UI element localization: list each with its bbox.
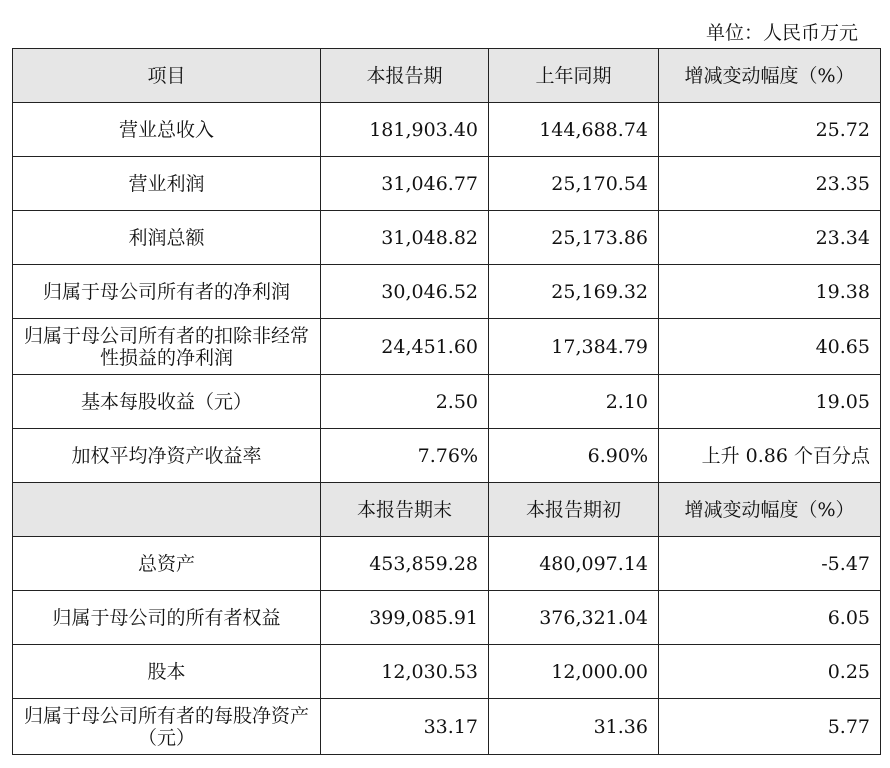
table-row — [13, 265, 881, 319]
row-current-value: 12,030.53 — [321, 645, 489, 699]
row-current-value: 453,859.28 — [321, 537, 489, 591]
row-change-value: 上升 0.86 个百分点 — [659, 429, 881, 483]
row-label: 利润总额 — [13, 211, 321, 265]
row-previous-value: 2.10 — [489, 375, 659, 429]
row-current-value: 30,046.52 — [321, 265, 489, 319]
row-label: 归属于母公司所有者的每股净资产（元） — [13, 699, 321, 755]
row-change-value: 6.05 — [659, 591, 881, 645]
row-previous-value: 25,173.86 — [489, 211, 659, 265]
table-header-row — [13, 49, 881, 103]
row-label: 营业利润 — [13, 157, 321, 211]
row-change-value: -5.47 — [659, 537, 881, 591]
row-label: 总资产 — [13, 537, 321, 591]
row-change-value: 5.77 — [659, 699, 881, 755]
subheader-item — [13, 483, 321, 537]
row-previous-value: 144,688.74 — [489, 103, 659, 157]
row-current-value: 2.50 — [321, 375, 489, 429]
table-row — [13, 157, 881, 211]
row-current-value: 181,903.40 — [321, 103, 489, 157]
row-current-value: 399,085.91 — [321, 591, 489, 645]
row-current-value: 7.76% — [321, 429, 489, 483]
table-row — [13, 211, 881, 265]
row-previous-value: 25,170.54 — [489, 157, 659, 211]
row-change-value: 23.34 — [659, 211, 881, 265]
row-change-value: 40.65 — [659, 319, 881, 375]
row-previous-value: 25,169.32 — [489, 265, 659, 319]
header-current-period: 本报告期 — [321, 49, 489, 103]
subheader-period-end: 本报告期末 — [321, 483, 489, 537]
subheader-change-rate: 增减变动幅度（%） — [659, 483, 881, 537]
row-previous-value: 31.36 — [489, 699, 659, 755]
row-change-value: 0.25 — [659, 645, 881, 699]
financial-summary-table — [12, 48, 881, 755]
row-previous-value: 376,321.04 — [489, 591, 659, 645]
row-previous-value: 17,384.79 — [489, 319, 659, 375]
row-current-value: 31,046.77 — [321, 157, 489, 211]
row-previous-value: 6.90% — [489, 429, 659, 483]
row-current-value: 24,451.60 — [321, 319, 489, 375]
header-previous-year: 上年同期 — [489, 49, 659, 103]
unit-note: 单位：人民币万元 — [705, 22, 858, 44]
table-subheader-row — [13, 483, 881, 537]
row-label: 归属于母公司所有者的净利润 — [13, 265, 321, 319]
row-current-value: 31,048.82 — [321, 211, 489, 265]
table-row — [13, 537, 881, 591]
row-label: 营业总收入 — [13, 103, 321, 157]
row-label: 基本每股收益（元） — [13, 375, 321, 429]
row-change-value: 25.72 — [659, 103, 881, 157]
table-row — [13, 699, 881, 755]
row-change-value: 19.38 — [659, 265, 881, 319]
row-change-value: 19.05 — [659, 375, 881, 429]
table-row — [13, 645, 881, 699]
row-change-value: 23.35 — [659, 157, 881, 211]
table-row — [13, 103, 881, 157]
row-label: 加权平均净资产收益率 — [13, 429, 321, 483]
row-label: 归属于母公司所有者的扣除非经常性损益的净利润 — [13, 319, 321, 375]
header-change-rate: 增减变动幅度（%） — [659, 49, 881, 103]
row-previous-value: 480,097.14 — [489, 537, 659, 591]
row-current-value: 33.17 — [321, 699, 489, 755]
header-item: 项目 — [13, 49, 321, 103]
table-row — [13, 319, 881, 375]
table-row — [13, 375, 881, 429]
row-previous-value: 12,000.00 — [489, 645, 659, 699]
table-row — [13, 591, 881, 645]
subheader-period-start: 本报告期初 — [489, 483, 659, 537]
row-label: 股本 — [13, 645, 321, 699]
row-label: 归属于母公司的所有者权益 — [13, 591, 321, 645]
table-row — [13, 429, 881, 483]
